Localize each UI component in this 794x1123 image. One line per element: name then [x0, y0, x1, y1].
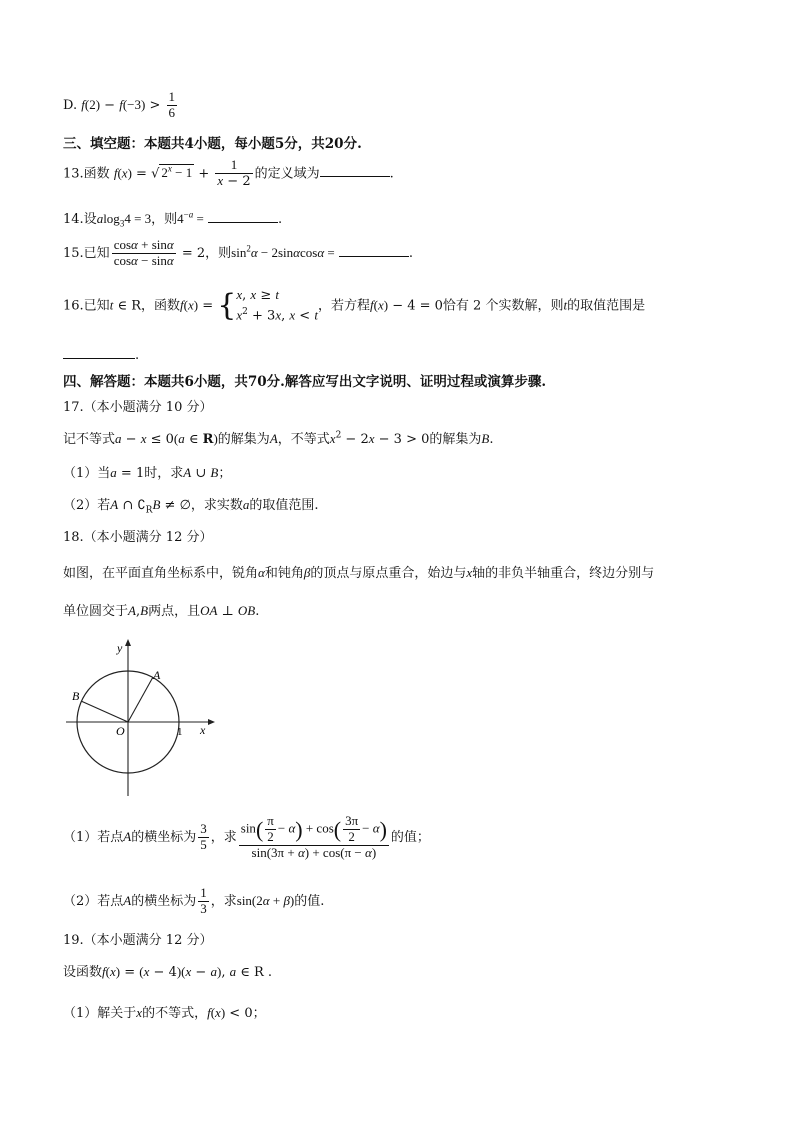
- question-16-blank: .: [63, 346, 139, 363]
- answer-blank[interactable]: [339, 244, 409, 257]
- question-15: 15.已知 $\frac{\cos\alpha + \sin\alpha}{\cos\alpha - \sin\alpha}$ = 2，则$\sin^2\alpha - 2\sin\alpha\cos\alpha$ = .: [63, 237, 414, 268]
- x-axis-arrow-icon: [208, 719, 215, 725]
- question-17-part-1: （1）当a = 1时，求A ∪ B；: [63, 465, 232, 481]
- label-point-a: A: [153, 668, 161, 682]
- question-16: 16.已知t ∈ R，函数f(x) = { x, x ≥ t $x^2 + 3x$, x < t ，若方程f(x) − 4 = 0恰有 2 个实数解，则t的取值范围是: [63, 287, 646, 324]
- question-18-text-1: 如图，在平面直角坐标系中，锐角α和钝角β的顶点与原点重合，始边与x轴的非负半轴重合，终边分别与: [63, 565, 655, 581]
- terminal-side-b: [81, 701, 128, 722]
- question-19-part-1: （1）解关于x的不等式，f(x) < 0；: [63, 1005, 266, 1021]
- section-4-title: 四、解答题：本题共6小题，共70分.解答应写出文字说明、证明过程或演算步骤.: [63, 374, 547, 390]
- label-y: y: [117, 641, 123, 655]
- fraction: $\frac{1}{3}$: [200, 885, 207, 916]
- unit-circle-figure: [60, 636, 220, 802]
- terminal-side-a: [128, 677, 153, 722]
- fraction: $\frac{1}{6}$: [168, 89, 175, 120]
- label-origin: O: [116, 724, 125, 738]
- question-17-text: 记不等式a − x ≤ 0(a ∈ R)的解集为A，不等式$x^2 - 2x - 3 > 0$的解集为B.: [63, 430, 494, 447]
- label-x: x: [200, 723, 206, 737]
- question-19-title: 19.（本小题满分 12 分）: [63, 933, 213, 948]
- fraction: $\frac{1}{x - 2}$: [217, 157, 251, 189]
- fraction: sin( $\frac{\pi}{2}$ − α) + cos( $\frac{3\pi}{2}$ − α) sin(3π + α) + cos(π − α): [240, 813, 387, 860]
- question-18-part-2: （2）若点A的横坐标为 $\frac{1}{3}$ ，求sin(2α + β)的值.: [63, 885, 325, 916]
- question-17-title: 17.（本小题满分 10 分）: [63, 400, 213, 415]
- question-19-text: 设函数f(x) = (x − 4)(x − a), a ∈ R .: [63, 964, 273, 980]
- question-18-part-1: （1）若点A的横坐标为 $\frac{3}{5}$ ，求 sin( $\frac{\pi}{2}$ − α) + cos( $\frac{3\pi}{2}$ − α) sin(3π + α) + cos(π − α) 的值；: [63, 813, 430, 860]
- question-18-text-2: 单位圆交于A,B两点，且OA ⊥ OB.: [63, 603, 260, 619]
- answer-blank[interactable]: [208, 210, 278, 223]
- question-13: 13.函数 f(x) = √ $2^x - 1$ + $\frac{1}{x - 2}$ 的定义域为 .: [63, 157, 394, 189]
- fraction: $\frac{3}{5}$: [200, 820, 207, 852]
- question-17-part-2: （2）若A ∩ $∁_RB$ ≠ ∅，求实数a的取值范围.: [63, 497, 319, 516]
- question-14: 14.设alog$_3$4 = 3，则$4^{-a}$ = .: [63, 209, 283, 229]
- section-3-title: 三、填空题：本题共4小题，每小题5分，共20分.: [63, 136, 362, 152]
- option-d: D. f(2) − f(−3) > $\frac{1}{6}$: [63, 89, 175, 120]
- label-point-b: B: [72, 689, 80, 703]
- question-18-title: 18.（本小题满分 12 分）: [63, 530, 213, 545]
- answer-blank[interactable]: [63, 346, 135, 359]
- label-one: 1: [177, 726, 183, 738]
- y-axis-arrow-icon: [125, 639, 131, 646]
- fraction: $\frac{\cos\alpha + \sin\alpha}{\cos\alpha - \sin\alpha}$: [113, 237, 174, 268]
- answer-blank[interactable]: [320, 164, 390, 177]
